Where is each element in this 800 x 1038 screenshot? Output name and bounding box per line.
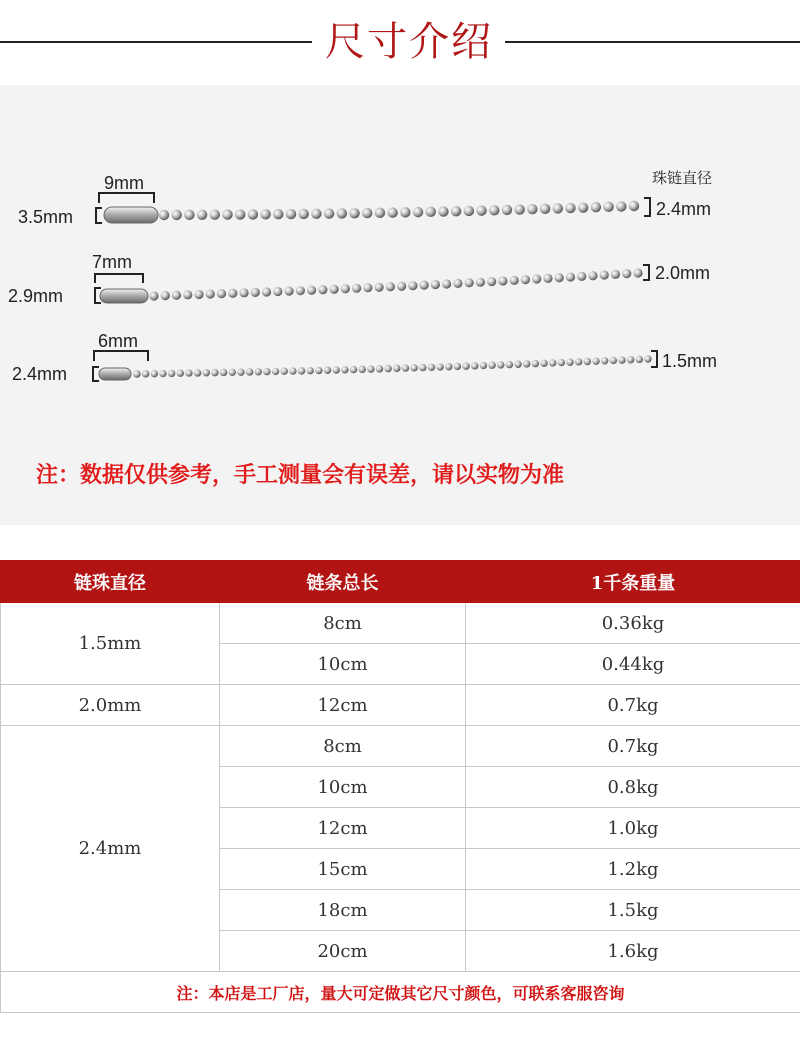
chain3-bead	[194, 369, 201, 376]
cell-diameter: 2.0mm	[1, 685, 220, 726]
chain3-bead	[402, 364, 409, 371]
chain3-bead	[315, 367, 322, 374]
chain2-clasp	[100, 289, 148, 303]
chain1-bead	[172, 210, 182, 220]
chain1-bead	[184, 210, 194, 220]
chain1-bead	[629, 201, 639, 211]
chain1-bead	[299, 209, 309, 219]
chain2-bead	[296, 286, 305, 295]
chain2-bead	[375, 283, 384, 292]
chain1-bead	[591, 202, 601, 212]
chain1-bead-bracket	[644, 198, 650, 216]
chain2-bead	[431, 280, 440, 289]
chain1-bead-size: 2.4mm	[656, 199, 712, 219]
chain3-bead	[211, 369, 218, 376]
divider-left	[0, 41, 312, 43]
chain3-bead	[636, 356, 643, 363]
bead-diameter-label: 珠链直径	[652, 169, 713, 187]
chain2-bead	[228, 289, 237, 298]
chain2-bead	[588, 271, 597, 280]
chain1-bead	[476, 205, 486, 215]
chain3-bead	[445, 363, 452, 370]
chain3-bead	[159, 370, 166, 377]
chain3-bead	[454, 363, 461, 370]
header-bead-diameter: 链珠直径	[1, 561, 220, 603]
table-row	[1, 685, 800, 726]
chain1-bead	[324, 208, 334, 218]
chain2-clasp-length: 7mm	[92, 252, 132, 272]
chain1-length-bracket	[99, 193, 154, 203]
chain3-clasp	[99, 368, 131, 380]
chain2-bead	[341, 284, 350, 293]
chain3-bead-size: 1.5mm	[662, 351, 718, 371]
chain3-bead	[151, 370, 158, 377]
cell-length: 12cm	[220, 685, 466, 726]
table-row	[1, 726, 800, 767]
chain2-bead	[600, 270, 609, 279]
chain3-bead	[419, 364, 426, 371]
chain3-bead-bracket	[651, 351, 657, 367]
chain1-bead	[387, 207, 397, 217]
chain3-bead	[142, 370, 149, 377]
chain1-bead	[400, 207, 410, 217]
chain1-bead	[286, 209, 296, 219]
chain2-bead-size: 2.0mm	[655, 263, 711, 283]
cell-weight: 1.5kg	[466, 890, 800, 931]
chain3-bead	[133, 370, 140, 377]
chain1-bead	[464, 206, 474, 216]
cell-weight: 0.8kg	[466, 767, 800, 808]
chain2-bead	[352, 284, 361, 293]
chain1-bead	[273, 209, 283, 219]
chains-group	[99, 201, 652, 380]
chain2-bead	[318, 285, 327, 294]
chain3-bead	[462, 362, 469, 369]
cell-length: 8cm	[220, 726, 466, 767]
chain3-bead	[592, 357, 599, 364]
chain2-bead	[442, 279, 451, 288]
chain2-bead	[262, 287, 271, 296]
chain3-bead	[367, 365, 374, 372]
chain3-bead	[540, 360, 547, 367]
chain3-bead	[601, 357, 608, 364]
chain2-bead	[453, 279, 462, 288]
chain2-bead	[397, 282, 406, 291]
chain1-bead	[438, 206, 448, 216]
chain3-bead	[384, 365, 391, 372]
cell-weight: 0.36kg	[466, 603, 800, 644]
cell-length: 10cm	[220, 644, 466, 685]
chain3-clasp-width: 2.4mm	[12, 364, 68, 384]
chain1-bead	[603, 202, 613, 212]
chain2-bead	[465, 278, 474, 287]
cell-weight: 0.7kg	[466, 726, 800, 767]
chain2-bead	[161, 291, 170, 300]
header-weight: 1千条重量	[466, 561, 800, 603]
section-header	[0, 0, 800, 85]
chain2-bead	[217, 289, 226, 298]
table-footer-row	[1, 972, 800, 1013]
chain2-bead	[251, 288, 260, 297]
chain3-bead	[644, 355, 651, 362]
chain1-bead	[553, 203, 563, 213]
chain1-bead	[616, 201, 626, 211]
chain3-bead	[307, 367, 314, 374]
cell-weight: 1.0kg	[466, 808, 800, 849]
chain2-bead	[577, 272, 586, 281]
chain1-bead	[451, 206, 461, 216]
chain2-bead	[487, 277, 496, 286]
chain3-bead	[255, 368, 262, 375]
chain2-bead	[329, 285, 338, 294]
divider-right	[505, 41, 800, 43]
chain1-bead	[337, 208, 347, 218]
chain1-bead	[527, 204, 537, 214]
cell-weight: 0.44kg	[466, 644, 800, 685]
header-chain-length: 链条总长	[220, 561, 466, 603]
chain2-bead	[633, 268, 642, 277]
chain2-bead	[555, 273, 564, 282]
chain1-bead	[540, 204, 550, 214]
chain1-bead	[489, 205, 499, 215]
chain1-bead	[248, 209, 258, 219]
chain3-bead	[168, 370, 175, 377]
chain1-bead	[413, 207, 423, 217]
chain3-bead	[558, 359, 565, 366]
table-header-row	[1, 561, 800, 603]
chain1-bead	[362, 208, 372, 218]
chain3-bead	[410, 364, 417, 371]
chain3-bead	[263, 368, 270, 375]
chain3-bead	[358, 366, 365, 373]
chain1-clasp	[104, 207, 158, 223]
chain2-bead	[239, 288, 248, 297]
chain2-bead	[194, 290, 203, 299]
chain2-bead	[532, 274, 541, 283]
chain3-bead	[272, 368, 279, 375]
chain1-bead	[502, 205, 512, 215]
chain2-bead	[476, 278, 485, 287]
chain2-bead-bracket	[643, 265, 649, 280]
chain1-bead	[375, 208, 385, 218]
cell-weight: 0.7kg	[466, 685, 800, 726]
chain3-bead	[584, 358, 591, 365]
chain3-bead	[436, 363, 443, 370]
chain2-bead	[149, 291, 158, 300]
cell-diameter: 1.5mm	[1, 603, 220, 685]
cell-diameter: 2.4mm	[1, 726, 220, 972]
chain1-clasp-width: 3.5mm	[18, 207, 74, 227]
chain2-bead	[408, 281, 417, 290]
chain3-bead	[229, 369, 236, 376]
chain2-bead	[183, 290, 192, 299]
chain2-bead	[206, 289, 215, 298]
chain3-bead	[324, 367, 331, 374]
chain3-width-bracket	[93, 367, 99, 381]
chain3-bead	[298, 367, 305, 374]
cell-length: 15cm	[220, 849, 466, 890]
chain2-bead	[386, 282, 395, 291]
chain2-bead	[611, 270, 620, 279]
cell-length: 8cm	[220, 603, 466, 644]
chain2-bead	[498, 276, 507, 285]
chain1-bead	[349, 208, 359, 218]
chain3-bead	[428, 364, 435, 371]
chain3-bead	[627, 356, 634, 363]
chain3-bead	[237, 368, 244, 375]
chain1-bead	[210, 209, 220, 219]
chain2-bead	[307, 286, 316, 295]
chain2-bead	[273, 287, 282, 296]
chain3-bead	[610, 357, 617, 364]
section-title: 尺寸介绍	[325, 19, 493, 65]
chain3-bead	[341, 366, 348, 373]
chain1-bead	[565, 203, 575, 213]
cell-length: 18cm	[220, 890, 466, 931]
chain1-width-bracket	[96, 208, 102, 223]
cell-length: 20cm	[220, 931, 466, 972]
chain1-bead	[159, 210, 169, 220]
chain2-bead	[622, 269, 631, 278]
chain3-bead	[575, 358, 582, 365]
chain1-bead	[311, 209, 321, 219]
chain3-bead	[532, 360, 539, 367]
chain3-bead	[566, 359, 573, 366]
chain3-bead	[506, 361, 513, 368]
chain2-bead	[363, 283, 372, 292]
chain3-bead	[185, 369, 192, 376]
cell-weight: 1.6kg	[466, 931, 800, 972]
chain2-bead	[566, 272, 575, 281]
chain3-bead	[514, 361, 521, 368]
chain2-length-bracket	[95, 274, 143, 283]
chain3-bead	[333, 366, 340, 373]
chain3-bead	[523, 360, 530, 367]
chain3-bead	[471, 362, 478, 369]
chain3-bead	[281, 368, 288, 375]
chain3-bead	[549, 359, 556, 366]
chain1-bead	[222, 209, 232, 219]
chain3-bead	[480, 362, 487, 369]
chain1-bead	[426, 207, 436, 217]
chain1-bead	[578, 202, 588, 212]
chain2-clasp-width: 2.9mm	[8, 286, 64, 306]
chain1-bead	[197, 210, 207, 220]
cell-length: 12cm	[220, 808, 466, 849]
chain3-length-bracket	[94, 351, 148, 361]
chain2-bead	[510, 276, 519, 285]
chain3-bead	[376, 365, 383, 372]
spec-table	[0, 560, 800, 1013]
chain3-bead	[177, 370, 184, 377]
product-diagram	[0, 85, 800, 525]
chain2-bead	[420, 281, 429, 290]
table-row	[1, 603, 800, 644]
disclaimer-note: 注：数据仅供参考，手工测量会有误差，请以实物为准	[36, 463, 565, 488]
chain3-bead	[220, 369, 227, 376]
chain3-bead	[618, 356, 625, 363]
chain3-bead	[350, 366, 357, 373]
cell-weight: 1.2kg	[466, 849, 800, 890]
cell-length: 10cm	[220, 767, 466, 808]
chain3-bead	[246, 368, 253, 375]
chain1-clasp-length: 9mm	[104, 173, 144, 193]
chain1-bead	[260, 209, 270, 219]
chain1-bead	[514, 204, 524, 214]
chain2-bead	[521, 275, 530, 284]
footer-note: 注：本店是工厂店，量大可定做其它尺寸颜色，可联系客服咨询	[1, 972, 800, 1013]
chain3-bead	[497, 361, 504, 368]
chain2-bead	[543, 274, 552, 283]
chain2-bead	[172, 291, 181, 300]
chain1-bead	[235, 209, 245, 219]
chain2-bead	[284, 287, 293, 296]
chain3-bead	[393, 365, 400, 372]
chain3-bead	[289, 367, 296, 374]
chain3-clasp-length: 6mm	[98, 331, 138, 351]
chain3-bead	[488, 362, 495, 369]
chain3-bead	[203, 369, 210, 376]
